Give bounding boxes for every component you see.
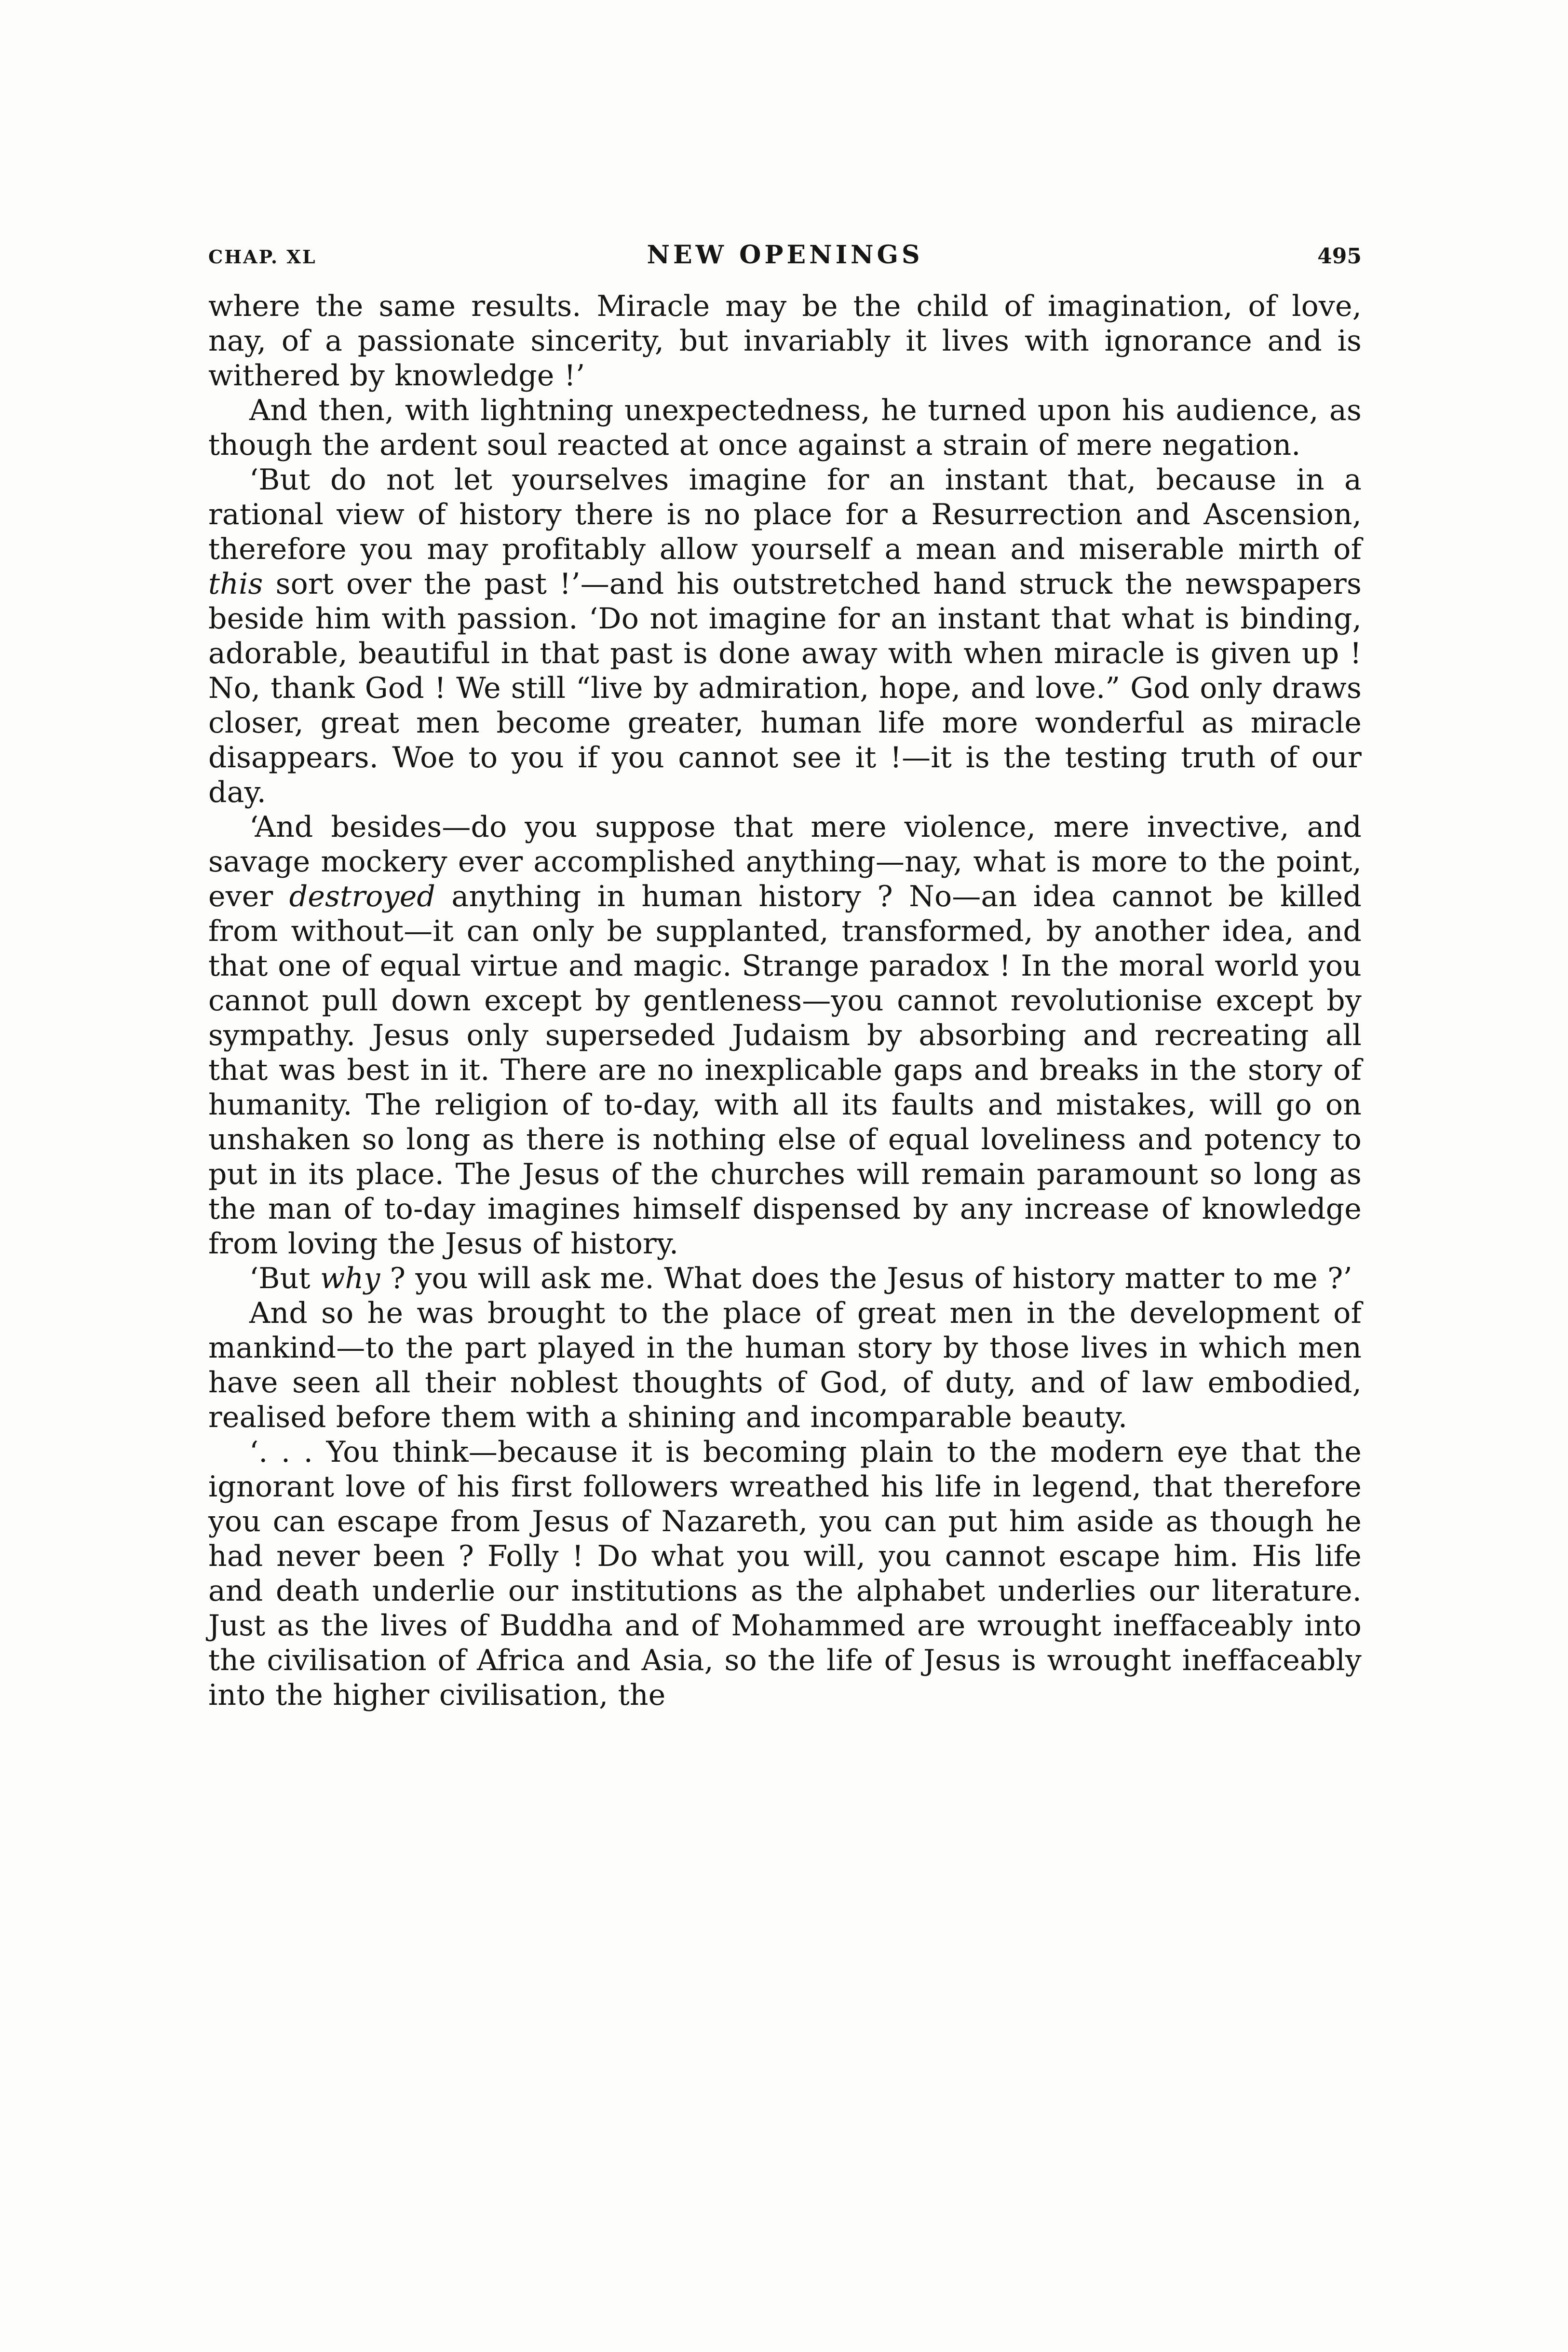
text-run: ‘And besides—do you suppose that mere violence, mere invective, and savage mockery ever accomplished anything—nay, what is more to the point, ever [208, 810, 1362, 913]
text-run: ‘But do not let yourselves imagine for an instant that, because in a rational view of history there is no place for a Resurrection and Ascension, therefore you may profitably allow yourself a mean and miserable mirth of [208, 463, 1362, 566]
italic-text-run: destroyed [289, 880, 436, 913]
text-run: ? you will ask me. What does the Jesus of history matter to me ?’ [380, 1262, 1352, 1295]
text-column [208, 240, 1362, 1713]
paragraph [208, 393, 1362, 462]
paragraph [208, 810, 1362, 1261]
chapter-label: CHAP. XL [208, 246, 317, 268]
text-run: sort over the past !’—and his outstretched hand struck the newspapers beside him with passion. ‘Do not imagine for an instant that what is binding, adorable, beautiful in that past is done away with when miracle is given up ! No, thank God ! We still “live by admiration, hope, and love.” God only draws closer, great men become greater, human life more wonderful as miracle disappears. Woe to you if you cannot see it !—it is the testing truth of our day. [208, 567, 1362, 809]
page-body [208, 289, 1362, 1713]
text-run: And then, with lightning unexpectedness, he turned upon his audience, as though the ardent soul reacted at once against a strain of mere negation. [208, 394, 1362, 462]
paragraph [208, 1261, 1362, 1296]
text-run: where the same results. Miracle may be the child of imagination, of love, nay, of a passionate sincerity, but invariably it lives with ignorance and is withered by knowledge !’ [208, 289, 1362, 393]
paragraph [208, 462, 1362, 810]
running-title: NEW OPENINGS [647, 240, 923, 270]
text-run: ‘. . . You think—because it is becoming plain to the modern eye that the ignorant love of his first followers wreathed his life in legend, that therefore you can escape from Jesus of Nazareth, you can put him aside as though he had never been ? Folly ! Do what you will, you cannot escape him. His life and death underlie our institutions as the alphabet underlies our literature. Just as the lives of Buddha and of Mohammed are wrought ineffaceably into the civilisation of Africa and Asia, so the life of Jesus is wrought ineffaceably into the higher civilisation, the [208, 1435, 1362, 1712]
page-number: 495 [1317, 244, 1362, 269]
text-run: ‘But [249, 1262, 320, 1295]
italic-text-run: this [208, 567, 263, 601]
italic-text-run: why [320, 1262, 380, 1295]
paragraph [208, 1435, 1362, 1713]
paragraph [208, 1296, 1362, 1435]
text-run: anything in human history ? No—an idea cannot be killed from without—it can only be supplanted, transformed, by another idea, and that one of equal virtue and magic. Strange paradox ! In the moral world you cannot pull down except by gentleness—you cannot revolutionise except by sympathy. Jesus only superseded Judaism by absorbing and recreating all that was best in it. There are no inexplicable gaps and breaks in the story of humanity. The religion of to-day, with all its faults and mistakes, will go on unshaken so long as there is nothing else of equal loveliness and potency to put in its place. The Jesus of the churches will remain paramount so long as the man of to-day imagines himself dispensed by any increase of knowledge from loving the Jesus of history. [208, 880, 1362, 1261]
paragraph [208, 289, 1362, 393]
text-run: And so he was brought to the place of great men in the development of mankind—to the part played in the human story by those lives in which men have seen all their noblest thoughts of God, of duty, and of law embodied, realised before them with a shining and incomparable beauty. [208, 1296, 1362, 1434]
page-header [208, 240, 1362, 270]
